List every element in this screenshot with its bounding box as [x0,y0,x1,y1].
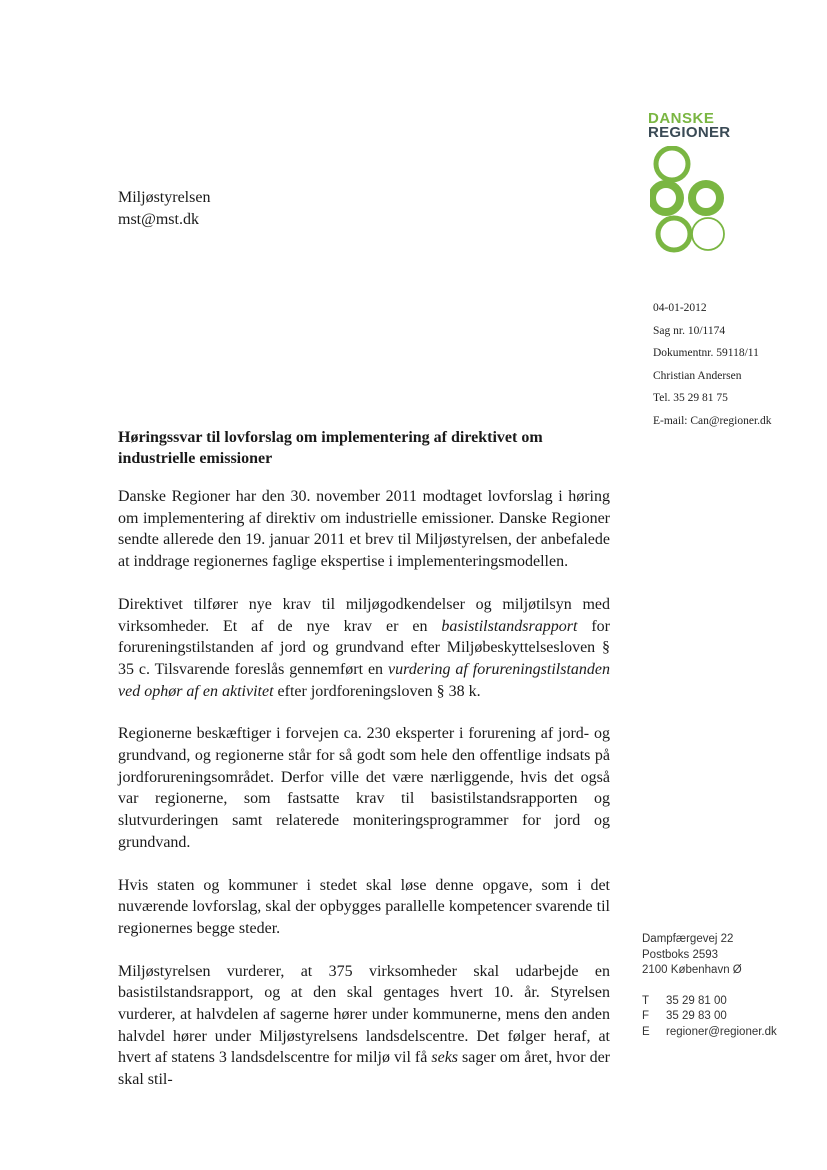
fax-key: F [642,1010,650,1022]
document-meta [653,297,772,433]
address-phone-row [642,994,822,1010]
p2-text-e: efter jordforeningsloven § 38 k. [273,682,481,700]
address-fax-row [642,1009,822,1025]
body-paragraph-1: Danske Regioner har den 30. november 2011 modtaget lovforslag i høring om implementering af direktiv om industrielle emissioner. Danske Regioner sendte allerede den 19. januar 2011 et brev til Miljøstyrelsen, der anbefalede at inddrage regionernes faglige ekspertise i implementeringsmodellen. [118,488,610,571]
body-paragraph-2 [118,594,610,703]
logo-line-1: DANSKE [648,110,715,127]
p5-italic-seks: seks [431,1049,459,1067]
letter-body [118,486,610,1091]
meta-email: E-mail: Can@regioner.dk [653,414,772,427]
logo-circles-icon [650,146,732,254]
body-paragraph-3: Regionerne beskæftiger i forvejen ca. 230 eksperter i forurening af jord- og grundvand, og regionerne står for så godt som hele den offentlige indsats på jordforureningsområdet. Derfor ville det være nærliggende, hvis det også var regionerne, som fastsatte krav til basistilstandsrapporten og slutvurderingen samt relaterede moniteringsprogrammer for jord og grundvand. [118,725,610,851]
meta-document-number: Dokumentnr. 59118/11 [653,347,759,360]
address-city: 2100 København Ø [642,964,742,976]
letter-title: Høringssvar til lovforslag om implementering af direktivet om industrielle emissioner [118,429,543,467]
danske-regioner-logo [648,112,738,257]
sender-address [642,932,822,1040]
body-paragraph-5 [118,961,610,1091]
recipient-block [118,187,210,231]
logo-line-2: REGIONER [648,124,731,141]
p5-text-c: sager om året, hvor der skal stil- [118,1049,611,1089]
p2-italic-vurdering: vurdering af forureningstilstanden ved ophør af en aktivitet [118,660,610,700]
phone-value: 35 29 81 00 [666,994,727,1007]
recipient-email: mst@mst.dk [118,211,199,228]
p2-italic-basistilstandsrapport: basistilstandsrapport [441,617,578,635]
recipient-name: Miljøstyrelsen [118,189,211,206]
p5-text-a: Miljøstyrelsen vurderer, at 375 virksomheder skal udarbejde en basistilstandsrapport, og at den skal gentages hvert 10. år. Styrelsen vurderer, at halvdelen af sagerne hører under kommunerne, mens den anden halvdel hører under Miljøstyrelsens landsdelscentre. Det følger heraf, at hvert af statens 3 landsdelscentre for miljø vil få [118,962,610,1067]
meta-case-number: Sag nr. 10/1174 [653,324,726,337]
body-paragraph-4: Hvis staten og kommuner i stedet skal løse denne opgave, som i det nuværende lovforslag, skal der opbygges parallelle kompetencer svarende til regionernes begge steder. [118,876,610,937]
address-street: Dampfærgevej 22 [642,933,734,945]
p2-text-a: Direktivet tilfører nye krav til miljøgodkendelser og miljøtilsyn med virksomheder. Et af de nye krav er en [118,595,610,635]
address-postbox: Postboks 2593 [642,948,719,961]
meta-date: 04-01-2012 [653,302,707,314]
phone-key: T [642,994,650,1007]
email-key: E [642,1025,650,1038]
email-value: regioner@regioner.dk [666,1025,777,1038]
address-email-row [642,1025,822,1041]
meta-contact-person: Christian Andersen [653,369,742,382]
meta-phone: Tel. 35 29 81 75 [653,392,728,405]
p2-text-c: for forureningstilstanden af jord og grundvand efter Miljøbeskyttelsesloven § 35 c. Tilsvarende foreslås gennemført en [118,617,611,678]
fax-value: 35 29 83 00 [666,1010,727,1022]
